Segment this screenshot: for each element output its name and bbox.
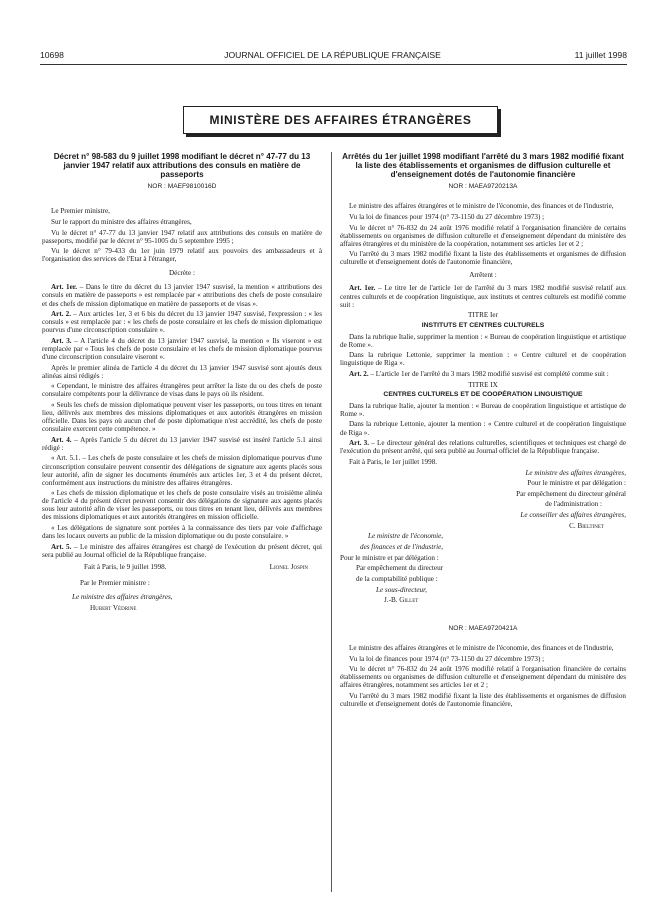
article-text: – Dans le titre du décret du 13 janvier 1947 susvisé, la mention « attributions des consuls en matière de passeports » est remplacée par « attributions des chefs de poste consulaire et des chefs de mission diplomatique en matière de passeports et de visas ». xyxy=(42,283,323,308)
paragraph: Vu la loi de finances pour 1974 (n° 73-1150 du 27 décembre 1973) ; xyxy=(349,212,545,221)
signature-line xyxy=(340,511,626,519)
article-label: Art. 4. xyxy=(51,435,72,444)
arretent-label: Arrêtent : xyxy=(469,271,497,280)
article-label: Art. 2. xyxy=(51,310,72,319)
decree-title: Décret n° 98-583 du 9 juillet 1998 modifiant le décret n° 47-77 du 13 janvier 1947 relatif aux attributions des consuls en matière de passeports xyxy=(53,152,311,180)
paragraph: Vu le décret n° 79-433 du 1er juin 1979 relatif aux pouvoirs des ambassadeurs et à l'organisation des services de l'Etat à l'étranger, xyxy=(42,247,322,264)
article-text: – A l'article 4 du décret du 13 janvier 1947 susvisé, la mention « Ils viseront » est remplacée par « Tous les chefs de poste consulaire et les chefs de mission diplomatique pourvus d'une circonscription consulaire viseront ». xyxy=(42,336,322,361)
paragraph: Vu l'arrêté du 3 mars 1982 modifié fixant la liste des établissements et organismes de diffusion culturelle et d'enseignement dotés de l'autonomie financière, xyxy=(340,250,626,267)
signature-line xyxy=(340,586,626,594)
signature-line: Pour le ministre et par délégation : xyxy=(527,479,626,488)
signature-text: des finances et de l'industrie, xyxy=(360,542,444,551)
right-column xyxy=(340,152,626,711)
signature-line xyxy=(340,469,626,477)
page-header xyxy=(0,50,665,64)
nor-reference: NOR : MAEA9720421A xyxy=(448,624,518,632)
article-label: Art. 1er. xyxy=(349,284,376,293)
fait-line: Fait à Paris, le 9 juillet 1998. xyxy=(84,562,167,571)
nor-reference: NOR : MAEA9720213A xyxy=(448,183,518,191)
header-rule xyxy=(40,64,627,65)
paragraph: Vu le décret n° 76-832 du 24 août 1976 modifié relatif à l'organisation financière de certains établissements ou organismes de diffusion culturelle et d'enseignement dépendant du ministère des affaires étrangères et du ministère de la coopération, notamment ses articles 1er et 2 ; xyxy=(340,223,626,248)
left-column xyxy=(42,152,322,614)
signature-line xyxy=(340,532,626,540)
par-label: Par le Premier ministre : xyxy=(80,578,150,587)
paragraph: Vu le décret n° 76-832 du 24 août 1976 modifié relatif à l'organisation financière de certains établissements ou organismes de diffusion culturelle et d'enseignement dépendant du ministère des affaires étrangères, notamment ses articles 1er et 2 ; xyxy=(340,665,626,690)
paragraph: Le ministre des affaires étrangères et le ministre de l'économie, des finances et de l'industrie, xyxy=(349,643,614,652)
nor-reference: NOR : MAEF9810016D xyxy=(147,183,217,191)
arrete-title: Arrêtés du 1er juillet 1998 modifiant l'arrêté du 3 mars 1982 modifié fixant la liste des établissements et organismes de diffusion culturelle et d'enseignement dotés de l'autonomie financière xyxy=(342,152,624,180)
paragraph: Vu l'arrêté du 3 mars 1982 modifié fixant la liste des établissements et organismes de diffusion culturelle et d'enseignement dotés de l'autonomie financière, xyxy=(340,691,626,708)
article-text: – Le titre Ier de l'article 1er de l'arrêté du 3 mars 1982 modifié susvisé relatif aux centres culturels et de coopération linguistique, aux instituts et centres culturels est modifié comme suit : xyxy=(340,284,626,309)
article-1 xyxy=(340,284,626,308)
paragraph: Dans la rubrique Italie, ajouter la mention : « Bureau de coopération linguistique et artistique de Rome ». xyxy=(340,401,626,418)
article-3 xyxy=(42,337,322,361)
signature-line: de la comptabilité publique : xyxy=(356,574,438,583)
journal-title: JOURNAL OFFICIEL DE LA RÉPUBLIQUE FRANÇAISE xyxy=(224,50,441,60)
page-number: 10698 xyxy=(40,50,64,60)
article-text: – Le directeur général des relations culturelles, scientifiques et techniques est chargé de l'exécution du présent arrêté, qui sera publié au Journal officiel de la République française. xyxy=(340,439,626,456)
signer-name: J.-B. Gillet xyxy=(384,596,419,605)
signature-line: Pour le ministre et par délégation : xyxy=(340,553,439,562)
article-text: – L'article 1er de l'arrêté du 3 mars 1982 modifié susvisé est complété comme suit : xyxy=(368,369,609,378)
signer-name: Lionel Jospin xyxy=(269,562,308,571)
paragraph: Dans la rubrique Lettonie, ajouter la mention : « Centre culturel et de coopération linguistique de Riga ». xyxy=(340,420,626,437)
article-4 xyxy=(42,436,322,452)
column-divider xyxy=(331,152,332,892)
signer-name: C. Bieltinet xyxy=(569,521,604,530)
paragraph: Vu la loi de finances pour 1974 (n° 73-1150 du 27 décembre 1973) ; xyxy=(349,654,545,663)
minister-name: Hubert Védrine xyxy=(90,603,137,612)
article-5 xyxy=(42,543,322,559)
paragraph: Vu le décret n° 47-77 du 13 janvier 1947 relatif aux attributions des consuls en matière de passeports, modifié par le décret n° 95-1005 du 5 septembre 1995 ; xyxy=(42,228,322,245)
article-label: Art. 1er. xyxy=(51,283,78,292)
paragraph: « Seuls les chefs de mission diplomatique peuvent viser les passeports, ou tous titres en tenant lieu, délivrés aux membres des missions diplomatiques et aux autorités étrangères en mission officielle. Dans les pays où aucun chef de poste diplomatique n'est accrédité, les chefs de poste consulaire exercent cette compétence. » xyxy=(42,401,322,434)
article-text: – Après l'article 5 du décret du 13 janvier 1947 susvisé est inséré l'article 5.1 ainsi rédigé : xyxy=(42,435,322,452)
article-label: Art. 3. xyxy=(51,336,72,345)
article-2 xyxy=(42,310,322,334)
article-text: – Le ministre des affaires étrangères est chargé de l'exécution du présent décret, qui sera publié au Journal officiel de la République française. xyxy=(42,542,322,559)
paragraph: « Art. 5.1. – Les chefs de poste consulaire et les chefs de mission diplomatique pourvus d'une circonscription consulaire peuvent consentir des délégations de signature aux agents placés sous leur autorité, afin de signer les documents énumérés aux articles 1er, 3 et 4 du présent décret, conformément aux instructions du ministre des affaires étrangères. xyxy=(42,454,322,487)
paragraph: « Les chefs de mission diplomatique et les chefs de poste consulaire visés au troisième alinéa de l'article 4 du présent décret peuvent consentir des délégations de signature aux agents placés sous leur autorité afin de viser les passeports, ou tous titres en tenant lieu, délivrés aux membres des missions diplomatiques et aux autorités étrangères en mission officielle. xyxy=(42,489,322,522)
article-label: Art. 3. xyxy=(349,439,370,448)
minister-title xyxy=(42,593,322,601)
article-text: – Aux articles 1er, 3 et 6 bis du décret du 13 janvier 1947 susvisé, l'expression : « les consuls » est remplacée par : « les chefs de poste consulaire et les chefs de mission diplomatique pourvus d'une circonscription consulaire ». xyxy=(42,310,322,335)
paragraph: Dans la rubrique Italie, supprimer la mention : « Bureau de coopération linguistique et artistique de Rome ». xyxy=(340,332,626,349)
article-2 xyxy=(340,370,626,378)
paragraph: Dans la rubrique Lettonie, supprimer la mention : « Centre culturel et de coopération linguistique de Riga ». xyxy=(340,351,626,368)
article-3 xyxy=(340,439,626,455)
titre-heading: TITRE IX xyxy=(468,380,498,389)
issue-date: 11 juillet 1998 xyxy=(574,50,627,60)
section-heading: CENTRES CULTURELS ET DE COOPÉRATION LINGUISTIQUE xyxy=(383,391,583,399)
paragraph: Sur le rapport du ministre des affaires étrangères, xyxy=(51,217,192,226)
minister-title-text: Le ministre des affaires étrangères, xyxy=(72,592,173,601)
section-heading: INSTITUTS ET CENTRES CULTURELS xyxy=(421,321,545,329)
signature-line: Par empêchement du directeur général xyxy=(516,489,626,498)
decrete-label: Décrète : xyxy=(169,269,195,278)
article-1 xyxy=(42,283,322,307)
paragraph: Le ministre des affaires étrangères et le ministre de l'économie, des finances et de l'industrie, xyxy=(349,202,614,211)
signature-text: Le conseiller des affaires étrangères, xyxy=(520,511,626,520)
paragraph: « Cependant, le ministre des affaires étrangères peut arrêter la liste du ou des chefs de poste consulaire compétents pour la délivrance de visas dans le pays où ils résident. xyxy=(42,382,322,399)
paragraph: Le Premier ministre, xyxy=(51,207,110,216)
paragraph: « Les délégations de signature sont portées à la connaissance des tiers par voie d'affichage dans les locaux ouverts au public de la mission diplomatique ou du poste consulaire. » xyxy=(42,524,322,541)
article-label: Art. 5. xyxy=(51,542,72,551)
article-label: Art. 2. xyxy=(349,369,369,378)
fait-line: Fait à Paris, le 1er juillet 1998. xyxy=(349,457,438,466)
signature-text: Le ministre des affaires étrangères, xyxy=(525,468,626,477)
signature-line: Par empêchement du directeur xyxy=(356,564,444,573)
ministry-banner: MINISTÈRE DES AFFAIRES ÉTRANGÈRES xyxy=(183,106,498,134)
titre-heading: TITRE Ier xyxy=(468,311,498,320)
signature-text: Le sous-directeur, xyxy=(376,585,427,594)
signature-text: Le ministre de l'économie, xyxy=(368,532,444,541)
signature-line: de l'administration : xyxy=(545,500,602,509)
paragraph: Après le premier alinéa de l'article 4 du décret du 13 janvier 1947 susvisé sont ajoutés deux alinéas ainsi rédigés : xyxy=(42,363,322,380)
signature-line xyxy=(340,543,626,551)
signature-block xyxy=(42,563,322,571)
